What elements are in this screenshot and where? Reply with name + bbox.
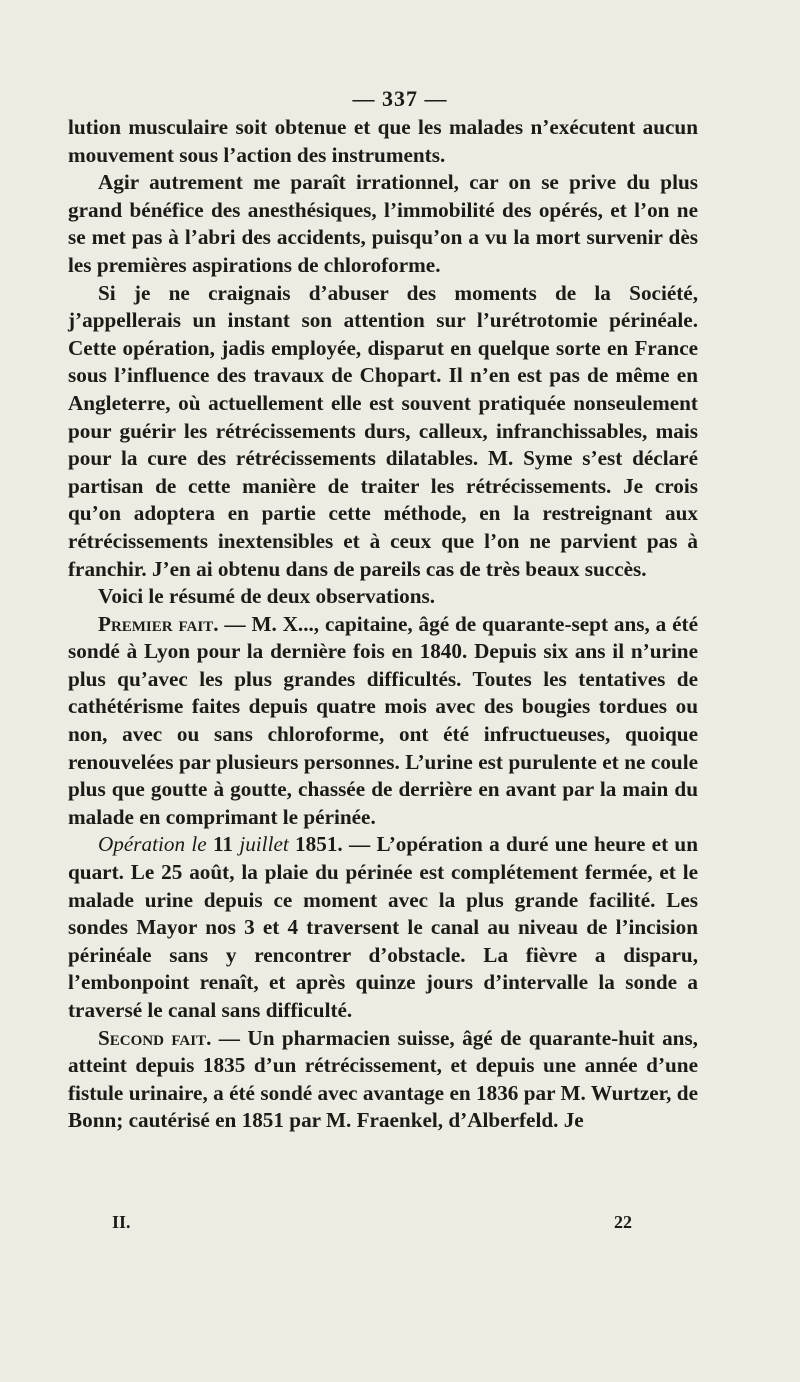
paragraph-4: Voici le résumé de deux observations. bbox=[98, 584, 436, 609]
case-label-first: Premier fait. bbox=[98, 611, 219, 636]
paragraph-6 bbox=[68, 831, 698, 1024]
paragraph-5-text: — M. X..., capitaine, âgé de quarante-sept ans, a été sondé à Lyon pour la dernière fois en 1840. Depuis six ans il n’urine plus qu’avec les plus grandes difficultés. Toutes les tentatives de cathétérisme faites depuis quatre mois avec des bougies tordues ou non, avec ou sans chloroforme, ont été infructueuses, quoique renouvelées par plusieurs personnes. L’urine est purulente et ne coule plus que goutte à goutte, chassée de derrière en avant par la main du malade en comprimant le périnée. bbox=[68, 611, 698, 829]
paragraph-7-text: — Un pharmacien suisse, âgé de quarante-huit ans, atteint depuis 1835 d’un rétrécissement, et depuis une année d’une fistule urinaire, a été sondé avec avantage en 1836 par M. Wurtzer, de Bonn; cautérisé en 1851 par M. Fraenkel, d’Alberfeld. Je bbox=[68, 1025, 698, 1133]
paragraph-2: Agir autrement me paraît irrationnel, car on se prive du plus grand bénéfice des anesthésiques, l’immobilité des opérés, et l’on ne se met pas à l’abri des accidents, puisqu’on a vu la mort survenir dès les premières aspirations de chloroforme. bbox=[68, 170, 698, 277]
paragraph-3: Si je ne craignais d’abuser des moments de la Société, j’appellerais un instant son attention sur l’urétrotomie périnéale. Cette opération, jadis employée, disparut en quelque sorte en France sous l’influence des travaux de Chopart. Il n’en est pas de même en Angleterre, où actuellement elle est souvent pratiquée nonseulement pour guérir les rétrécissements durs, calleux, infranchissables, mais pour la cure des rétrécissements dilatables. M. Syme s’est déclaré partisan de cette manière de traiter les rétrécissements. Je crois qu’on adoptera en partie cette méthode, en la restreignant aux rétrécissements inextensibles et à ceux que l’on ne parvient pas à franchir. J’en ai obtenu dans de pareils cas de très beaux succès. bbox=[68, 280, 698, 581]
paragraph-6-text: 1851. — L’opération a duré une heure et un quart. Le 25 août, la plaie du périnée est complétement fermée, et le malade urine depuis ce moment avec la plus grande facilité. Les sondes Mayor nos 3 et 4 traversent le canal au niveau de l’incision périnéale sans y rencontrer d’obstacle. La fièvre a disparu, l’embonpoint renaît, et après quinze jours d’intervalle la sonde a traversé le canal sans difficulté. bbox=[68, 832, 698, 1022]
body-text bbox=[68, 114, 698, 1135]
paragraph-5 bbox=[68, 611, 698, 832]
paragraph-7 bbox=[68, 1025, 698, 1135]
operation-label: Opération le bbox=[98, 832, 207, 857]
signature-left: II. bbox=[112, 1212, 131, 1232]
paragraph-1: lution musculaire soit obtenue et que les malades n’exécutent aucun mouvement sous l’action des instruments. bbox=[68, 115, 698, 167]
page-number: — 337 — bbox=[352, 86, 448, 111]
operation-day: 11 bbox=[206, 832, 240, 857]
case-label-second: Second fait. bbox=[98, 1025, 212, 1050]
page-footer bbox=[112, 1212, 632, 1233]
operation-month: juillet bbox=[239, 832, 289, 857]
signature-right: 22 bbox=[614, 1212, 632, 1232]
